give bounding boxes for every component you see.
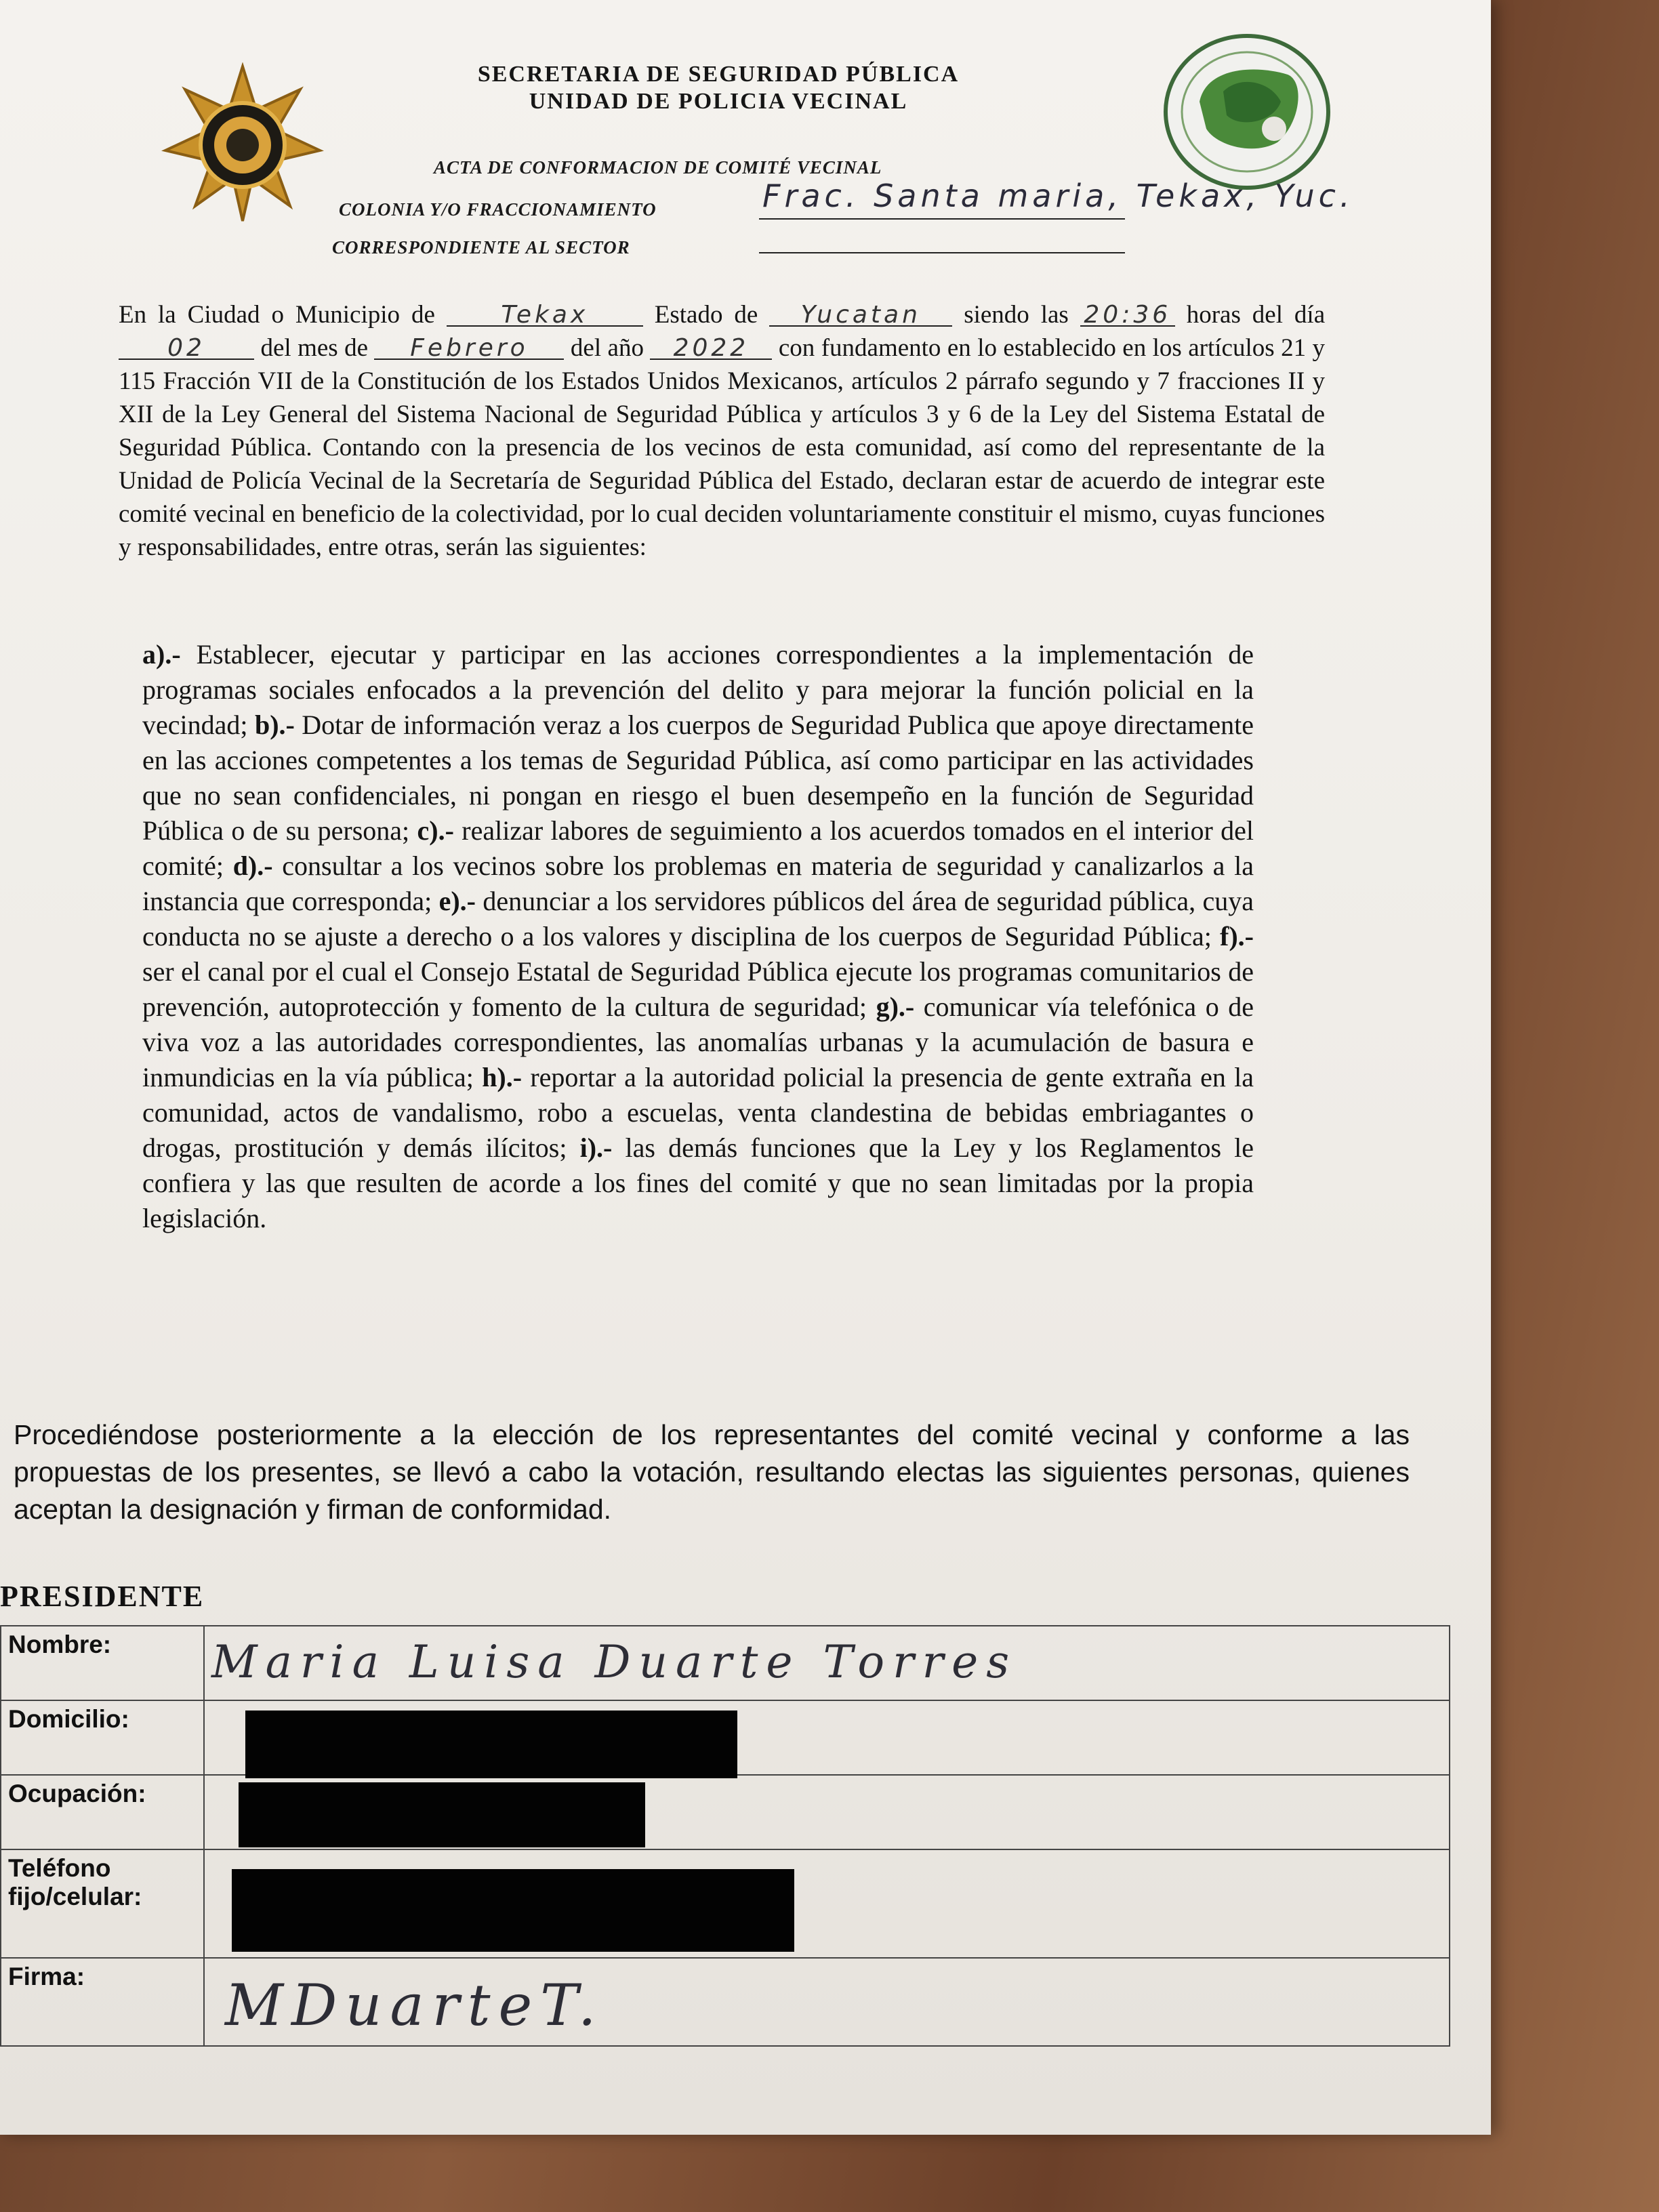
function-e-text: denunciar a los servidores públicos del área de seguridad pública, cuya conducta no se ajuste a derecho o a los valores y disciplina de los cuerpos de Seguridad Pública; <box>142 886 1254 951</box>
acta-title: ACTA DE CONFORMACION DE COMITÉ VECINAL <box>434 157 882 178</box>
function-c-label: c).- <box>417 815 454 846</box>
functions-paragraph <box>142 637 1254 1236</box>
intro-text-3: siendo las <box>964 301 1069 329</box>
police-star-badge-icon <box>161 62 324 225</box>
ocupacion-redaction <box>239 1782 645 1847</box>
function-i-label: i).- <box>579 1132 613 1163</box>
signature: MDuarteT. <box>225 1972 605 2039</box>
function-h-label: h).- <box>482 1062 523 1092</box>
function-i-text: las demás funciones que la Ley y los Reglamentos le confiera y las que resulten de acorde a los fines del comité y que no sean limitadas por la propia legislación. <box>142 1132 1254 1233</box>
function-b-text: Dotar de información veraz a los cuerpos de Seguridad Publica que apoye directamente en las acciones competentes a los temas de Seguridad Pública, así como participar en las actividades que no sean confidenciales, ni pongan en riesgo el buen desempeño en la función de Seguridad Pública o de su persona; <box>142 710 1254 846</box>
header-unidad: UNIDAD DE POLICIA VECINAL <box>529 89 908 114</box>
function-c-text: realizar labores de seguimiento a los acuerdos tomados en el interior del comité; <box>142 815 1254 881</box>
presidente-heading: PRESIDENTE <box>0 1580 205 1613</box>
domicilio-label: Domicilio: <box>1 1700 204 1775</box>
colonia-label: COLONIA Y/O FRACCIONAMIENTO <box>339 199 657 220</box>
presidente-form <box>0 1625 1450 2047</box>
domicilio-redaction <box>245 1711 737 1778</box>
intro-text-4: horas del día <box>1186 301 1326 329</box>
nombre-value: Maria Luisa Duarte Torres <box>211 1636 1018 1688</box>
function-f-label: f).- <box>1220 921 1254 951</box>
intro-text-6: del año <box>570 334 644 362</box>
function-h-text: reportar a la autoridad policial la presencia de gente extraña en la comunidad, actos de vandalismo, robo a escuelas, venta clandestina de bebidas embriagantes o drogas, prostitución y demás ilícitos; <box>142 1062 1254 1163</box>
sector-underline <box>759 252 1125 253</box>
intro-paragraph <box>119 298 1325 564</box>
municipio-value: Tekax <box>447 305 643 327</box>
nombre-label: Nombre: <box>1 1626 204 1700</box>
telefono-label <box>1 1849 204 1958</box>
mes-value: Febrero <box>374 338 564 360</box>
ocupacion-cell <box>204 1775 1450 1849</box>
domicilio-cell <box>204 1700 1450 1775</box>
intro-text-7: con fundamento en lo establecido en los artículos 21 y 115 Fracción VII de la Constitución de los Estados Unidos Mexicanos, artículos 2 párrafo segundo y 7 fracciones II y XII de la Ley General del Sistema Nacional de Seguridad Pública y artículos 3 y 6 de la Ley del Sistema Estatal de Seguridad Pública. Contando con la presencia de los vecinos de esta comunidad, así como del representante de la Unidad de Policía Vecinal de la Secretaría de Seguridad Pública del Estado, declaran estar de acuerdo de integrar este comité vecinal en beneficio de la colectividad, por lo cual deciden voluntariamente constituir el mismo, cuyas funciones y responsabilidades, entre otras, serán las siguientes: <box>119 334 1326 561</box>
intro-text-5: del mes de <box>260 334 369 362</box>
function-a-label: a).- <box>142 639 181 670</box>
municipal-seal-icon <box>1159 27 1335 197</box>
firma-label: Firma: <box>1 1958 204 2046</box>
function-b-label: b).- <box>254 710 295 740</box>
sector-label: CORRESPONDIENTE AL SECTOR <box>332 237 630 258</box>
function-e-label: e).- <box>438 886 476 916</box>
telefono-label-line1: Teléfono <box>8 1854 111 1882</box>
colonia-value: Frac. Santa maria, Tekax, Yuc. <box>762 178 1354 214</box>
estado-value: Yucatan <box>769 305 952 327</box>
intro-text-1: En la Ciudad o Municipio de <box>119 301 435 329</box>
hora-value: 20:36 <box>1080 305 1175 327</box>
function-a-text: Establecer, ejecutar y participar en las acciones correspondientes a la implementación de programas sociales enfocados a la prevención del delito y para mejorar la función policial en la vecindad; <box>142 639 1254 740</box>
election-paragraph: Procediéndose posteriormente a la elección de los representantes del comité vecinal y conforme a las propuestas de los presentes, se llevó a cabo la votación, resultando electas las siguientes personas, quienes aceptan la designación y firman de conformidad. <box>14 1419 1410 1525</box>
function-g-label: g).- <box>876 991 915 1022</box>
function-d-label: d).- <box>232 851 273 881</box>
colonia-underline <box>759 218 1125 220</box>
telefono-redaction <box>232 1869 794 1952</box>
document-header <box>380 61 1057 115</box>
function-g-text: comunicar vía telefónica o de viva voz a las autoridades correspondientes, las anomalías urbanas y la acumulación de basura e inmundicias en la vía pública; <box>142 991 1254 1092</box>
firma-cell <box>204 1958 1450 2046</box>
nombre-cell <box>204 1626 1450 1700</box>
intro-text-2: Estado de <box>654 301 758 329</box>
anio-value: 2022 <box>650 338 772 360</box>
function-d-text: consultar a los vecinos sobre los problemas en materia de seguridad y canalizarlos a la instancia que corresponda; <box>142 851 1254 916</box>
dia-value: 02 <box>119 338 254 360</box>
ocupacion-label: Ocupación: <box>1 1775 204 1849</box>
function-f-text: ser el canal por el cual el Consejo Estatal de Seguridad Pública ejecute los programas comunitarios de prevención, autoprotección y fomento de la cultura de seguridad; <box>142 956 1254 1022</box>
telefono-label-line2: fijo/celular: <box>8 1883 142 1910</box>
header-secretaria: SECRETARIA DE SEGURIDAD PÚBLICA <box>477 62 960 87</box>
telefono-cell <box>204 1849 1450 1958</box>
